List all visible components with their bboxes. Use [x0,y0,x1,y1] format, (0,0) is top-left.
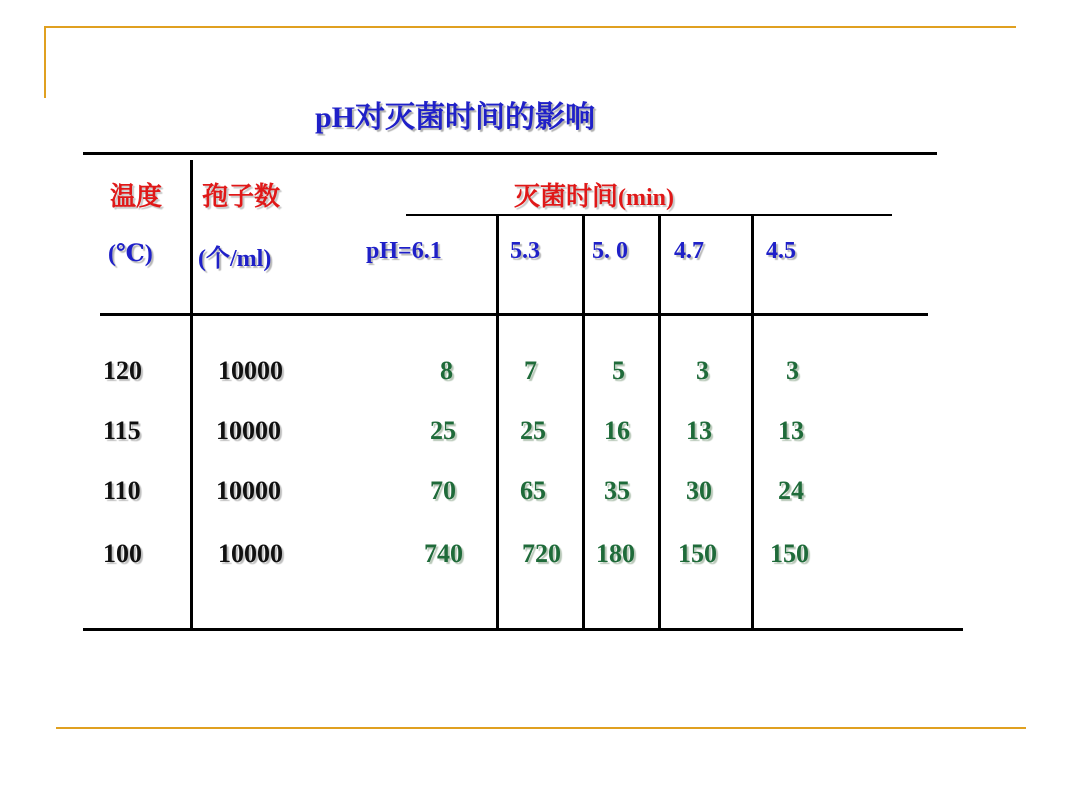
header-sterilization-time [514,176,674,213]
header-temperature: 温度 [110,182,163,212]
table-cell-temp: 120 [103,356,142,385]
table-cell-value: 35 [604,476,630,505]
header-ph-col-5: 4.5 [766,238,796,264]
table-cell-value: 24 [778,476,804,505]
table-cell-spores: 10000 [216,416,281,445]
vline-temp-spores [190,160,193,628]
table-cell-spores: 10000 [216,476,281,505]
table-top-rule [83,152,937,155]
table-cell-value: 180 [596,539,635,568]
header-bottom-rule [100,313,928,316]
table-cell-value: 30 [686,476,712,505]
header-ph-col-1: pH=6.1 [366,238,442,264]
slide-title: pH对灭菌时间的影响 [315,101,596,134]
table-cell-value: 3 [696,356,709,385]
header-spore-count: 孢子数 [202,182,281,212]
bottom-accent-rule [56,727,1026,729]
table-cell-value: 13 [778,416,804,445]
vline-ph1 [496,216,499,628]
top-accent-rule [44,26,1016,28]
table-cell-temp: 115 [103,416,141,445]
table-cell-spores: 10000 [218,356,283,385]
table-cell-value: 13 [686,416,712,445]
header-ph-col-2: 5.3 [510,238,540,264]
table-cell-value: 150 [678,539,717,568]
vline-ph4 [751,216,754,628]
table-cell-spores: 10000 [218,539,283,568]
header-temperature-unit: (℃) [108,241,153,267]
table-cell-value: 16 [604,416,630,445]
header-ph-col-3: 5. 0 [592,238,628,264]
table-cell-value: 25 [430,416,456,445]
table-cell-value: 7 [524,356,537,385]
vline-ph2 [582,216,585,628]
vline-ph3 [658,216,661,628]
table-cell-value: 5 [612,356,625,385]
header-ph-col-4: 4.7 [674,238,704,264]
table-cell-value: 25 [520,416,546,445]
table-bottom-rule [83,628,963,631]
table-cell-value: 720 [522,539,561,568]
table-cell-temp: 110 [103,476,141,505]
table-cell-value: 70 [430,476,456,505]
time-group-rule [406,214,892,216]
header-sterilization-time-unit: (min) [618,185,675,211]
table-cell-value: 8 [440,356,453,385]
header-sterilization-time-label: 灭菌时间 [514,182,619,212]
table-cell-value: 65 [520,476,546,505]
table-cell-value: 3 [786,356,799,385]
table-cell-value: 150 [770,539,809,568]
table-cell-value: 740 [424,539,463,568]
left-accent-rule [44,26,46,98]
header-spore-unit: (个/ml) [198,246,272,272]
table-cell-temp: 100 [103,539,142,568]
